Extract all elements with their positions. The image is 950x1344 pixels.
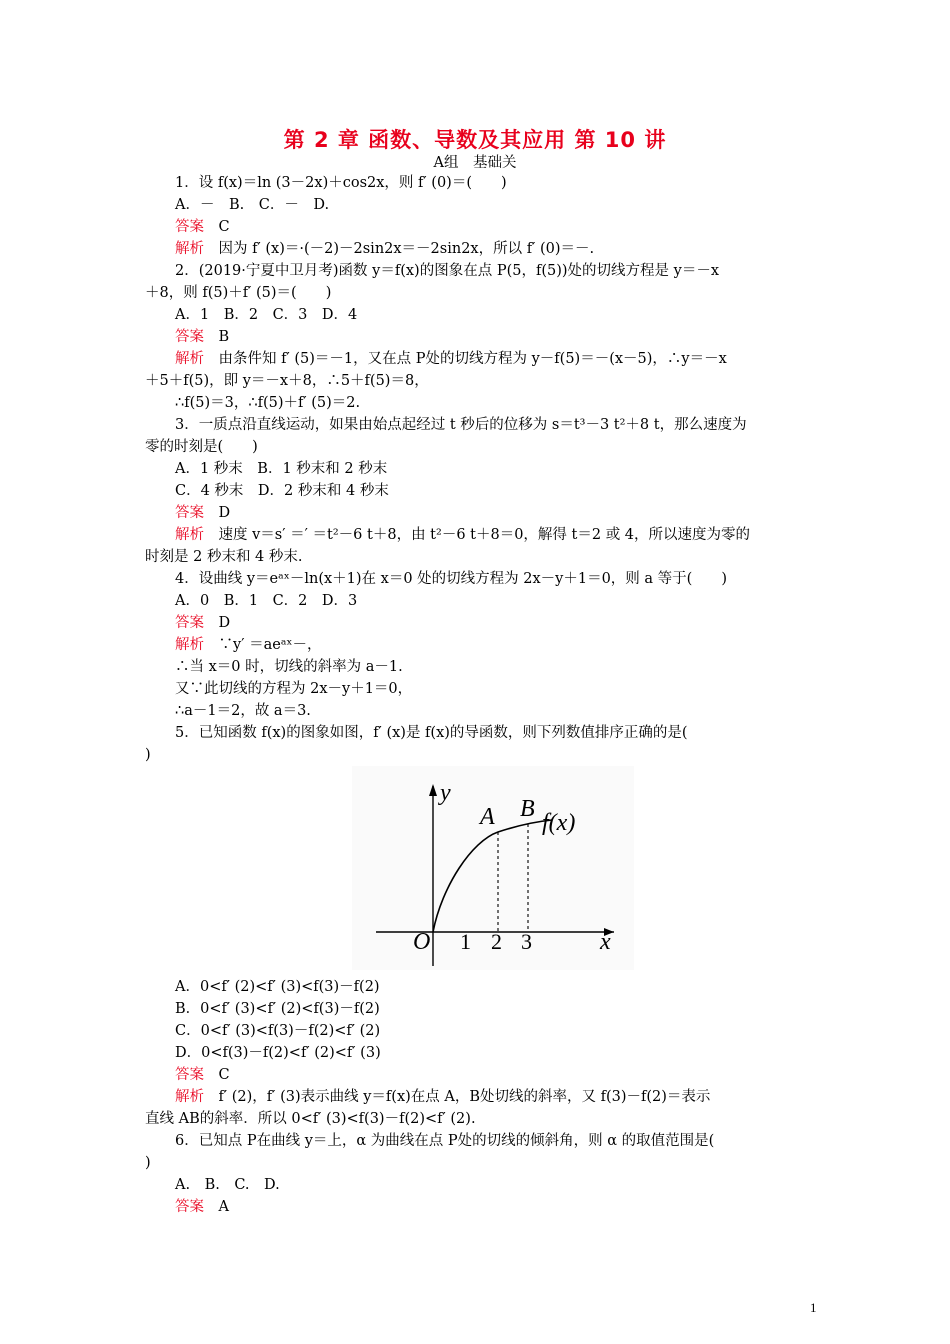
point-b-label: B [520,796,535,822]
answer-value: B [218,329,230,345]
analysis-text: 因为 f′ (x)＝·(－2)－2sin2x＝－2sin2x，所以 f′ (0)＝－. [218,241,595,257]
q1-options: A．－ B. C．－ D. [175,197,330,213]
q3-stem-cont: 零的时刻是( ) [145,439,258,455]
tick-label-3: 3 [521,929,532,954]
q5-analysis-cont: 直线 AB的斜率．所以 0<f′ (3)<f(3)－f(2)<f′ (2). [145,1111,476,1127]
q5-option-a: A．0<f′ (2)<f′ (3)<f(3)－f(2) [175,979,380,995]
curve-fx [433,820,552,932]
q4-options: A．0 B．1 C．2 D．3 [175,593,358,609]
analysis-text: f′ (2)，f′ (3)表示曲线 y＝f(x)在点 A，B处切线的斜率，又 f(3)－f(2)＝表示 [218,1089,711,1105]
q4-analysis-2: ∴当 x＝0 时，切线的斜率为 a－1. [175,659,403,675]
origin-label: O [413,929,431,955]
x-axis-label: x [600,929,611,955]
analysis-text: 由条件知 f′ (5)＝－1，又在点 P处的切线方程为 y－f(5)＝－(x－5)，∴y＝－x [218,351,727,367]
answer-value: D [218,615,231,631]
q3-answer [175,502,230,524]
tick-label-2: 2 [491,929,502,954]
page-title: 第 2 章 函数、导数及其应用 第 10 讲 [283,128,667,152]
q1-answer [175,216,230,238]
answer-label: 答案 [175,615,204,631]
section-subtitle: A组 基础关 [433,155,517,171]
analysis-label: 解析 [175,1089,204,1105]
q5-option-b: B．0<f′ (3)<f′ (2)<f(3)－f(2) [175,1001,380,1017]
q2-answer [175,326,229,348]
answer-label: 答案 [175,1067,204,1083]
q5-stem: 5．已知函数 f(x)的图象如图，f′ (x)是 f(x)的导函数，则下列数值排序正确的是( [175,725,688,741]
q5-answer [175,1064,230,1086]
q2-options: A．1 B．2 C．3 D．4 [175,307,358,323]
q6-stem-cont: ) [145,1155,151,1171]
answer-value: C [218,1067,230,1083]
q6-answer [175,1196,229,1218]
function-graph [352,766,634,970]
function-graph-figure [352,766,634,970]
q4-analysis [175,634,322,656]
q5-option-d: D．0<f(3)－f(2)<f′ (2)<f′ (3) [175,1045,381,1061]
page-number: 1 [810,1300,817,1315]
tick-label-1: 1 [460,929,471,954]
y-axis-label: y [440,780,451,806]
answer-value: D [218,505,231,521]
y-axis-arrow [429,784,437,796]
q2-analysis [175,348,727,370]
q3-options-ab: A．1 秒末 B．1 秒末和 2 秒末 [175,461,388,477]
answer-label: 答案 [175,329,204,345]
answer-label: 答案 [175,505,204,521]
q6-stem: 6．已知点 P在曲线 y＝上，α 为曲线在点 P处的切线的倾斜角，则 α 的取值范围是( [175,1133,715,1149]
analysis-text: 速度 v＝s′ ＝′ ＝t²－6 t＋8，由 t²－6 t＋8＝0，解得 t＝2 或 4，所以速度为零的 [218,527,751,543]
analysis-text: ∵y′ ＝aeᵃˣ－， [218,637,322,653]
q2-stem-cont: ＋8，则 f(5)＋f′ (5)＝( ) [145,285,332,301]
q4-analysis-4: ∴a－1＝2，故 a＝3. [175,703,311,719]
analysis-label: 解析 [175,241,204,257]
curve-label: f(x) [542,810,576,836]
q4-answer [175,612,230,634]
q2-analysis-cont: ＋5＋f(5)，即 y＝－x＋8，∴5＋f(5)＝8， [145,373,429,389]
q3-analysis-cont: 时刻是 2 秒末和 4 秒末. [145,549,303,565]
point-a-label: A [480,804,495,830]
answer-label: 答案 [175,1199,204,1215]
q5-option-c: C．0<f′ (3)<f(3)－f(2)<f′ (2) [175,1023,381,1039]
q1-analysis [175,238,594,260]
q6-options: A. B. C. D. [175,1177,280,1193]
q4-stem: 4．设曲线 y＝eᵃˣ－ln(x＋1)在 x＝0 处的切线方程为 2x－y＋1＝0，则 a 等于( ) [175,571,727,587]
answer-value: C [218,219,230,235]
answer-label: 答案 [175,219,204,235]
q5-analysis [175,1086,710,1108]
q2-analysis-end: ∴f(5)＝3，∴f(5)＋f′ (5)＝2. [175,395,361,411]
q3-stem: 3．一质点沿直线运动，如果由始点起经过 t 秒后的位移为 s＝t³－3 t²＋8 t，那么速度为 [175,417,747,433]
analysis-label: 解析 [175,351,204,367]
q5-stem-cont: ) [145,747,151,763]
q4-analysis-3: 又∵此切线的方程为 2x－y＋1＝0， [175,681,413,697]
q3-analysis [175,524,750,546]
answer-value: A [218,1199,229,1215]
analysis-label: 解析 [175,527,204,543]
q2-stem: 2．(2019·宁夏中卫月考)函数 y＝f(x)的图象在点 P(5，f(5))处的切线方程是 y＝－x [175,263,719,279]
q1-stem: 1．设 f(x)＝ln (3－2x)＋cos2x，则 f′ (0)＝( ) [175,175,507,191]
q3-options-cd: C．4 秒末 D．2 秒末和 4 秒末 [175,483,389,499]
analysis-label: 解析 [175,637,204,653]
